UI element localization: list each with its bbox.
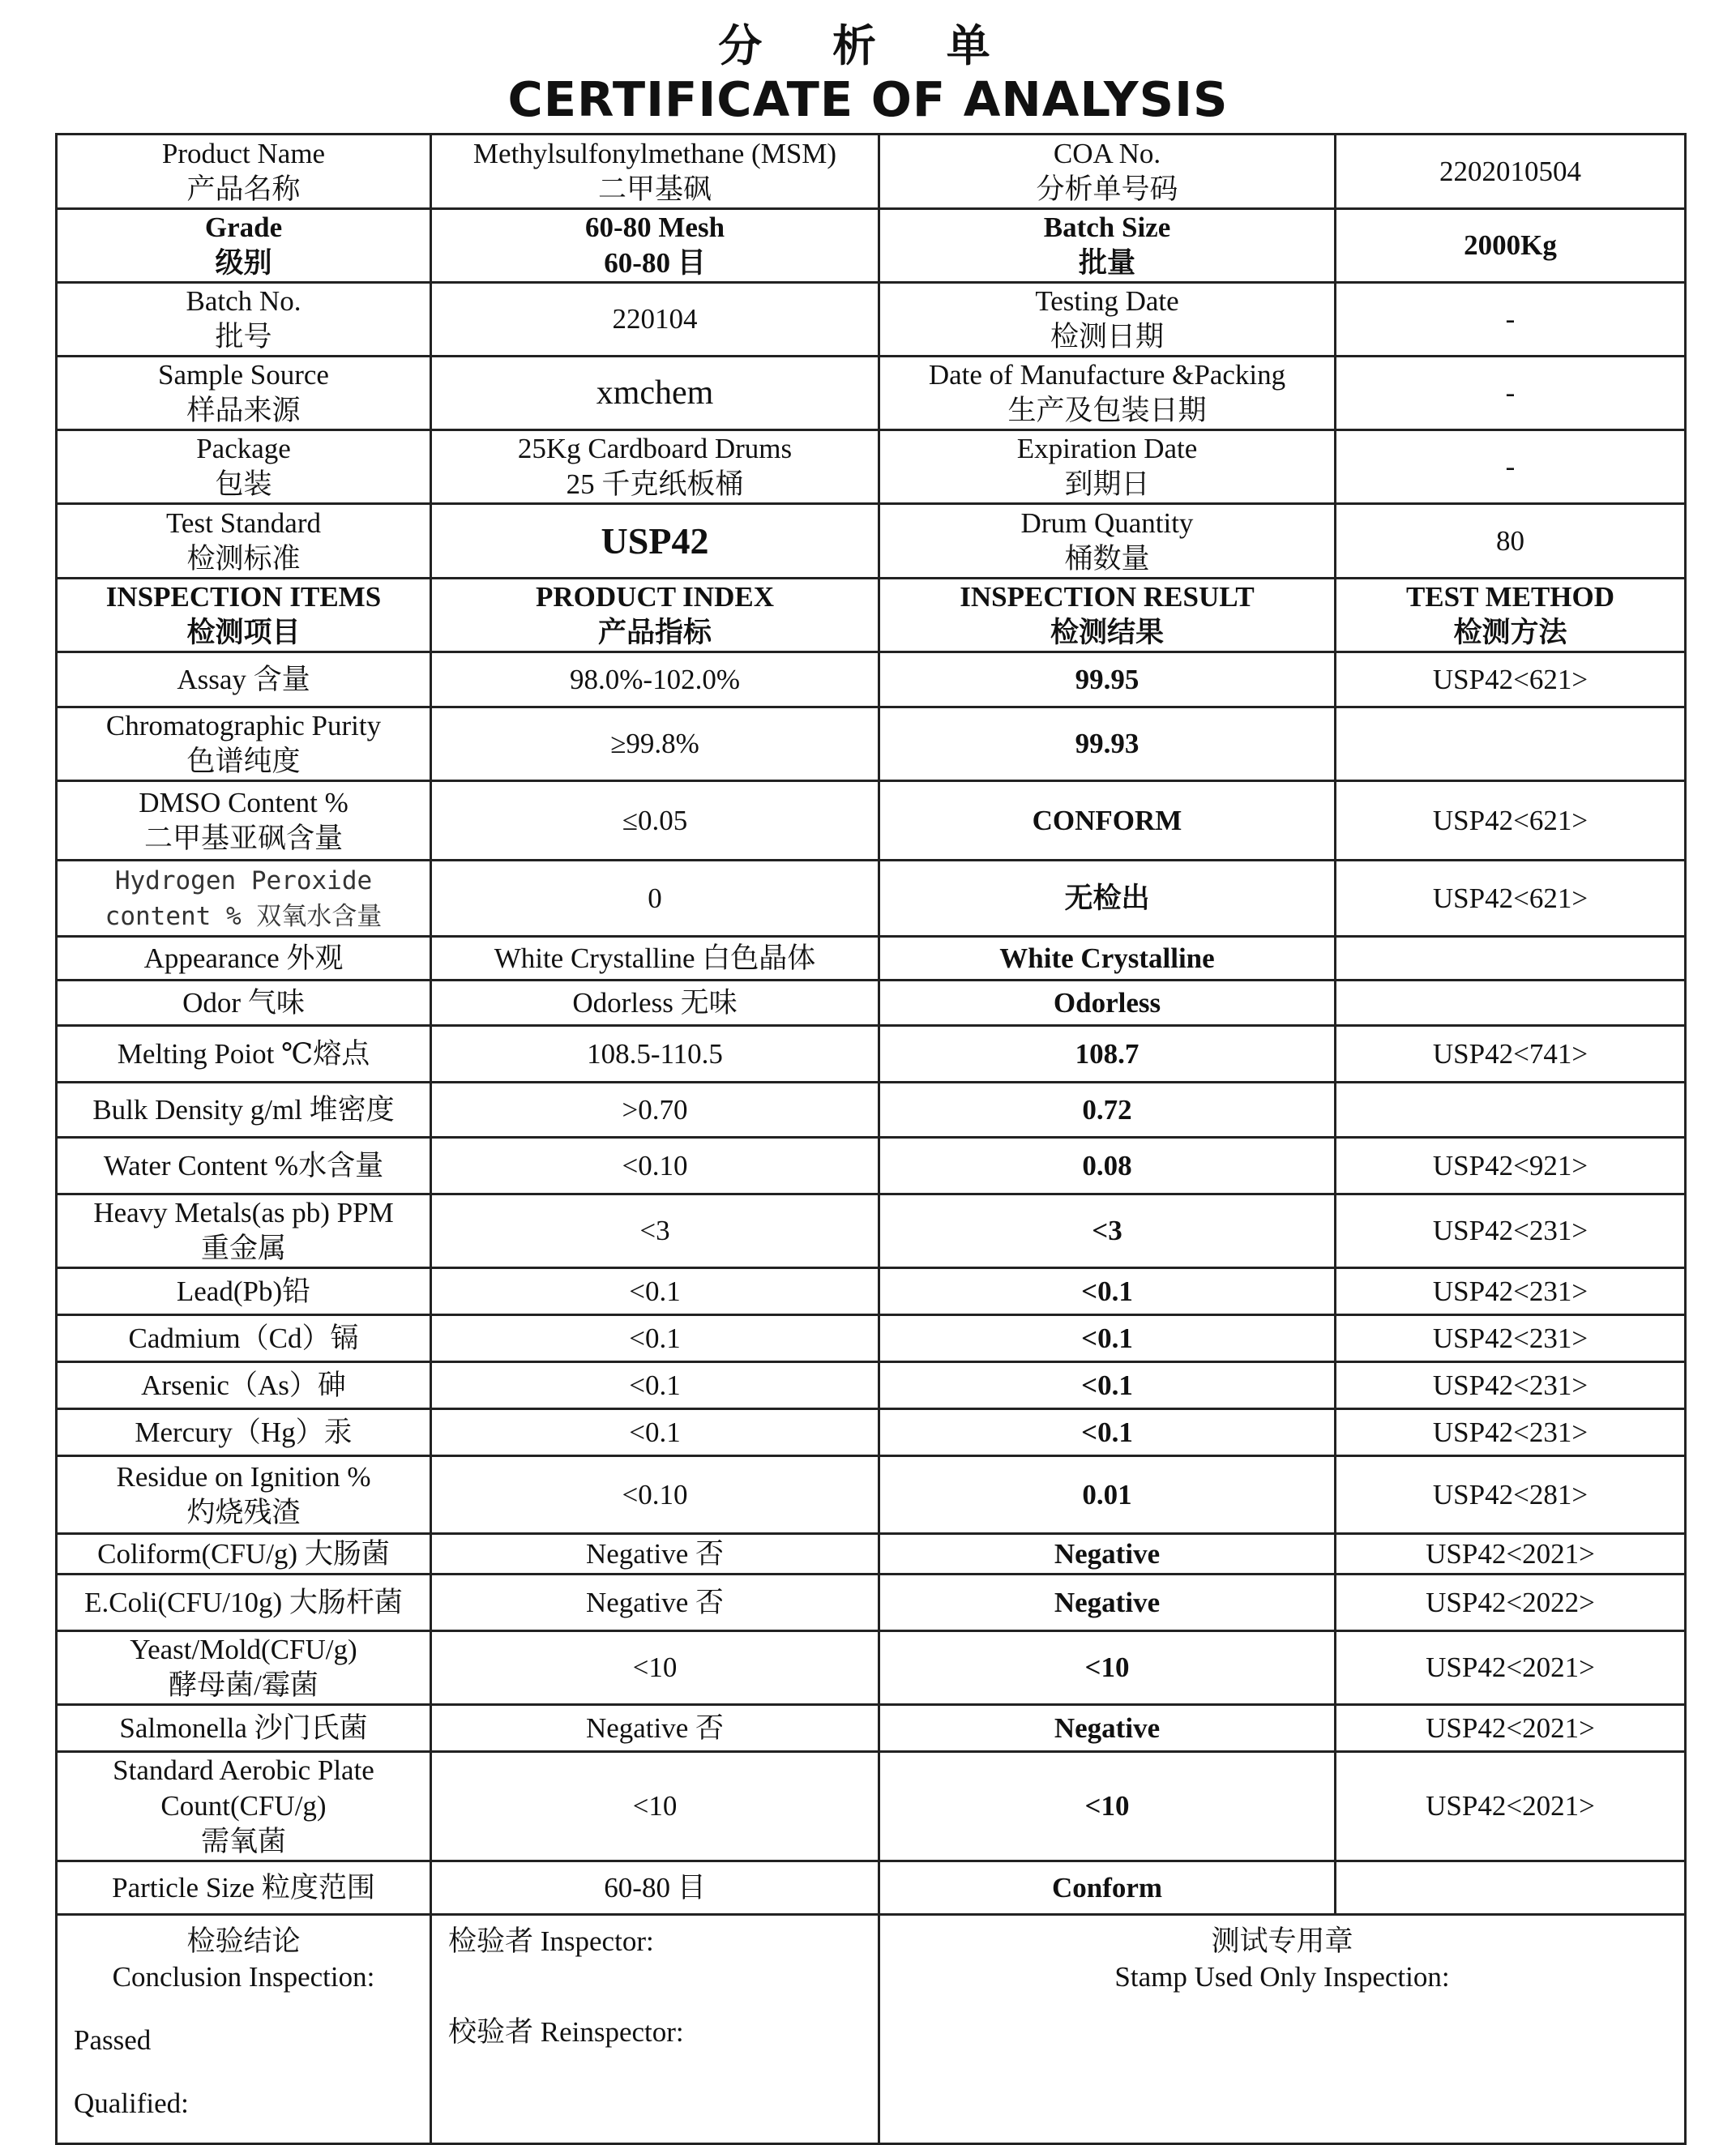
- sample-source-label: Sample Source 样品来源: [57, 357, 431, 430]
- test-method: USP42<621>: [1336, 861, 1686, 937]
- inspection-result: <10: [879, 1752, 1336, 1861]
- expiration-date-label: Expiration Date 到期日: [879, 430, 1336, 504]
- info-row: [57, 504, 1686, 579]
- inspection-result: Negative: [879, 1575, 1336, 1631]
- test-method: USP42<231>: [1336, 1194, 1686, 1268]
- product-index: Negative 否: [431, 1534, 879, 1575]
- test-method: USP42<231>: [1336, 1315, 1686, 1362]
- inspection-row: [57, 1861, 1686, 1915]
- product-index: <3: [431, 1194, 879, 1268]
- info-row: [57, 357, 1686, 430]
- testing-date-label: Testing Date 检测日期: [879, 283, 1336, 357]
- test-method: USP42<281>: [1336, 1456, 1686, 1534]
- test-method: USP42<621>: [1336, 652, 1686, 707]
- inspection-row: [57, 1534, 1686, 1575]
- test-method: [1336, 707, 1686, 781]
- product-index: <0.1: [431, 1362, 879, 1409]
- header-product-index: PRODUCT INDEX 产品指标: [431, 579, 879, 652]
- product-index: 108.5-110.5: [431, 1026, 879, 1083]
- conclusion-en: Conclusion Inspection:: [112, 1961, 375, 1993]
- title-chinese: 分 析 单: [718, 20, 1018, 71]
- inspection-result: <0.1: [879, 1268, 1336, 1315]
- info-row: [57, 209, 1686, 283]
- inspection-row: [57, 937, 1686, 981]
- product-index: ≤0.05: [431, 781, 879, 861]
- test-standard-label: Test Standard 检测标准: [57, 504, 431, 579]
- test-method: [1336, 1083, 1686, 1138]
- passed-label: Passed: [74, 2024, 152, 2056]
- conclusion-cell: [57, 1915, 431, 2144]
- inspection-result: <0.1: [879, 1409, 1336, 1456]
- batch-size-value: 2000Kg: [1336, 209, 1686, 283]
- header-inspection-items: INSPECTION ITEMS 检测项目: [57, 579, 431, 652]
- product-index: 60-80 目: [431, 1861, 879, 1915]
- inspection-item: Cadmium（Cd）镉: [57, 1315, 431, 1362]
- header-row: [57, 579, 1686, 652]
- inspection-row: [57, 1026, 1686, 1083]
- inspection-result: <0.1: [879, 1362, 1336, 1409]
- expiration-date-value: -: [1336, 430, 1686, 504]
- info-row: [57, 135, 1686, 209]
- product-index: >0.70: [431, 1083, 879, 1138]
- batch-size-label: Batch Size 批量: [879, 209, 1336, 283]
- inspection-row: [57, 1194, 1686, 1268]
- inspection-row: [57, 981, 1686, 1026]
- inspection-result: 0.08: [879, 1138, 1336, 1194]
- inspection-row: [57, 1362, 1686, 1409]
- batch-no-label: Batch No. 批号: [57, 283, 431, 357]
- inspection-item: Heavy Metals(as pb) PPM 重金属: [57, 1194, 431, 1268]
- inspection-row: [57, 707, 1686, 781]
- inspection-item: Yeast/Mold(CFU/g) 酵母菌/霉菌: [57, 1631, 431, 1705]
- test-method: USP42<741>: [1336, 1026, 1686, 1083]
- product-index: <0.1: [431, 1268, 879, 1315]
- test-method: USP42<2022>: [1336, 1575, 1686, 1631]
- stamp-cell: [879, 1915, 1686, 2144]
- inspection-result: 无检出: [879, 861, 1336, 937]
- inspection-item: DMSO Content % 二甲基亚砜含量: [57, 781, 431, 861]
- product-index: Negative 否: [431, 1575, 879, 1631]
- inspection-row: [57, 1409, 1686, 1456]
- inspection-item: Bulk Density g/ml 堆密度: [57, 1083, 431, 1138]
- inspection-result: 99.93: [879, 707, 1336, 781]
- header-test-method: TEST METHOD 检测方法: [1336, 579, 1686, 652]
- inspection-result: <0.1: [879, 1315, 1336, 1362]
- inspection-row: [57, 652, 1686, 707]
- info-row: [57, 430, 1686, 504]
- inspection-item: Hydrogen Peroxide content % 双氧水含量: [57, 861, 431, 937]
- inspection-result: White Crystalline: [879, 937, 1336, 981]
- inspection-item: Water Content %水含量: [57, 1138, 431, 1194]
- test-method: [1336, 937, 1686, 981]
- inspection-item: Lead(Pb)铅: [57, 1268, 431, 1315]
- title-english: CERTIFICATE OF ANALYSIS: [507, 71, 1229, 127]
- product-index: <10: [431, 1752, 879, 1861]
- inspection-row: [57, 1268, 1686, 1315]
- coa-value: 2202010504: [1336, 135, 1686, 209]
- drum-quantity-label: Drum Quantity 桶数量: [879, 504, 1336, 579]
- inspection-item: Arsenic（As）砷: [57, 1362, 431, 1409]
- manufacture-date-label: Date of Manufacture &Packing 生产及包装日期: [879, 357, 1336, 430]
- test-method: USP42<231>: [1336, 1268, 1686, 1315]
- inspection-result: 99.95: [879, 652, 1336, 707]
- product-index: <10: [431, 1631, 879, 1705]
- product-index: Odorless 无味: [431, 981, 879, 1026]
- coa-label: COA No. 分析单号码: [879, 135, 1336, 209]
- inspection-row: [57, 1315, 1686, 1362]
- info-row: [57, 283, 1686, 357]
- inspector-label: 检验者 Inspector:: [448, 1925, 654, 1957]
- manufacture-date-value: -: [1336, 357, 1686, 430]
- product-index: White Crystalline 白色晶体: [431, 937, 879, 981]
- qualified-label: Qualified:: [74, 2087, 189, 2119]
- inspection-item: Assay 含量: [57, 652, 431, 707]
- inspection-result: Conform: [879, 1861, 1336, 1915]
- inspection-item: Standard Aerobic Plate Count(CFU/g) 需氧菌: [57, 1752, 431, 1861]
- product-name-label: Product Name 产品名称: [57, 135, 431, 209]
- inspection-row: [57, 1631, 1686, 1705]
- stamp-en: Stamp Used Only Inspection:: [1114, 1961, 1450, 1993]
- inspection-item: Mercury（Hg）汞: [57, 1409, 431, 1456]
- inspection-row: [57, 1138, 1686, 1194]
- test-method: [1336, 981, 1686, 1026]
- inspection-result: 0.72: [879, 1083, 1336, 1138]
- grade-value: 60-80 Mesh 60-80 目: [431, 209, 879, 283]
- grade-label: Grade 级别: [57, 209, 431, 283]
- inspection-item: E.Coli(CFU/10g) 大肠杆菌: [57, 1575, 431, 1631]
- product-index: <0.1: [431, 1315, 879, 1362]
- product-index: Negative 否: [431, 1705, 879, 1752]
- inspection-row: [57, 861, 1686, 937]
- inspection-item: Chromatographic Purity 色谱纯度: [57, 707, 431, 781]
- package-label: Package 包装: [57, 430, 431, 504]
- test-method: USP42<921>: [1336, 1138, 1686, 1194]
- inspection-item: Appearance 外观: [57, 937, 431, 981]
- inspection-row: [57, 1575, 1686, 1631]
- inspection-row: [57, 1456, 1686, 1534]
- product-index: ≥99.8%: [431, 707, 879, 781]
- inspection-result: <3: [879, 1194, 1336, 1268]
- inspection-result: <10: [879, 1631, 1336, 1705]
- inspector-cell: [431, 1915, 879, 2144]
- inspection-result: Negative: [879, 1705, 1336, 1752]
- reinspector-label: 校验者 Reinspector:: [448, 2016, 684, 2048]
- inspection-result: 108.7: [879, 1026, 1336, 1083]
- inspection-item: Salmonella 沙门氏菌: [57, 1705, 431, 1752]
- test-method: USP42<621>: [1336, 781, 1686, 861]
- product-index: <0.10: [431, 1456, 879, 1534]
- test-method: USP42<2021>: [1336, 1534, 1686, 1575]
- inspection-item: Melting Poiot ℃熔点: [57, 1026, 431, 1083]
- product-index: 98.0%-102.0%: [431, 652, 879, 707]
- header-inspection-result: INSPECTION RESULT 检测结果: [879, 579, 1336, 652]
- test-method: USP42<231>: [1336, 1409, 1686, 1456]
- inspection-row: [57, 1752, 1686, 1861]
- batch-no-value: 220104: [431, 283, 879, 357]
- coa-table: [55, 133, 1687, 2145]
- stamp-cn: 测试专用章: [1211, 1925, 1353, 1957]
- inspection-row: [57, 781, 1686, 861]
- test-method: USP42<2021>: [1336, 1705, 1686, 1752]
- test-method: USP42<2021>: [1336, 1752, 1686, 1861]
- inspection-result: CONFORM: [879, 781, 1336, 861]
- inspection-item: Particle Size 粒度范围: [57, 1861, 431, 1915]
- inspection-result: Odorless: [879, 981, 1336, 1026]
- sample-source-value: xmchem: [431, 357, 879, 430]
- package-value: 25Kg Cardboard Drums 25 千克纸板桶: [431, 430, 879, 504]
- inspection-item: Residue on Ignition % 灼烧残渣: [57, 1456, 431, 1534]
- test-method: [1336, 1861, 1686, 1915]
- product-index: <0.1: [431, 1409, 879, 1456]
- test-method: USP42<231>: [1336, 1362, 1686, 1409]
- product-index: 0: [431, 861, 879, 937]
- inspection-row: [57, 1083, 1686, 1138]
- inspection-result: Negative: [879, 1534, 1336, 1575]
- drum-quantity-value: 80: [1336, 504, 1686, 579]
- test-standard-value: USP42: [431, 504, 879, 579]
- inspection-item: Odor 气味: [57, 981, 431, 1026]
- product-index: <0.10: [431, 1138, 879, 1194]
- product-name-value: Methylsulfonylmethane (MSM) 二甲基砜: [431, 135, 879, 209]
- conclusion-cn: 检验结论: [186, 1925, 301, 1957]
- footer-row: [57, 1915, 1686, 2144]
- testing-date-value: -: [1336, 283, 1686, 357]
- inspection-result: 0.01: [879, 1456, 1336, 1534]
- inspection-row: [57, 1705, 1686, 1752]
- test-method: USP42<2021>: [1336, 1631, 1686, 1705]
- inspection-item: Coliform(CFU/g) 大肠菌: [57, 1534, 431, 1575]
